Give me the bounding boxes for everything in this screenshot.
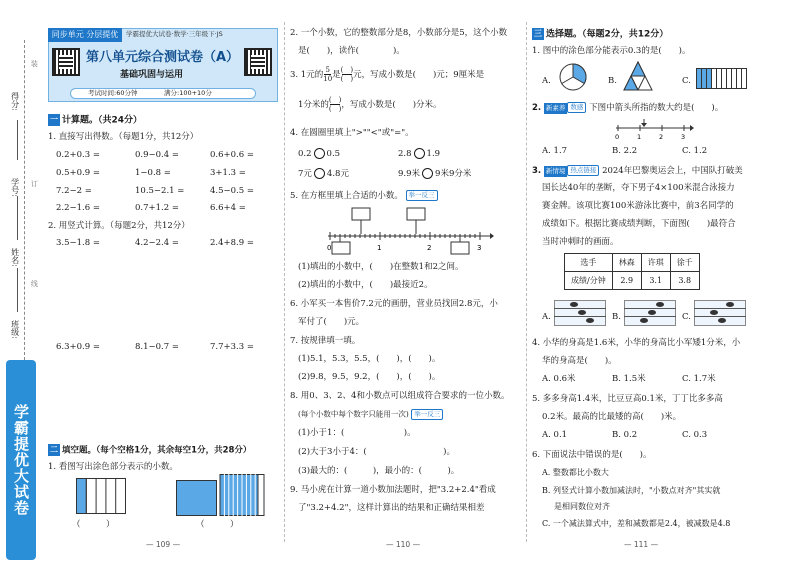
fill-q5-label: 5. 在方框里填上合适的小数。 举一反三 [290,190,438,201]
arrow-line-tick: 1 [637,133,642,140]
number-line-tick: 1 [377,244,382,252]
fill-q5-sub1: (1)填出的小数中，( )在整数1和2之间。 [298,262,464,272]
choice-option[interactable]: B. 1.5米 [612,374,646,384]
choice-q3-line2: 国长达40年的垄断，夺下男子4×100米混合泳接力 [542,183,735,193]
vertical-calc-item: 7.7+3.3 = [210,342,254,352]
calc-item: 10.5−2.1 = [135,186,185,196]
compare-item: 9.9米 9米9分米 [398,169,472,179]
series-tag: 同步单元 分层提优 [48,28,122,42]
fill-q9-line2: 了"3.2+4.2"，这样计算出的结果和正确结果相差 [298,503,485,513]
choice-option-cont: 是相同数位对齐 [554,502,610,511]
fill-q8-sub3: (3)最大的：( )，最小的：( )。 [298,466,460,476]
choice-option[interactable]: C. 0.3 [682,430,708,440]
exam-time: 考试时间:60分钟 [88,89,138,97]
choice-option[interactable]: C. 1.7米 [682,374,716,384]
fill-q3-line1: 3. 1元的 $\frac{5}{10}$ 是 $\frac{( )}{( )}$ 元，写成小数是( )元；9厘米是 [290,66,485,83]
race-picture-a [554,300,606,326]
calc-item: 0.9−0.4 = [135,150,179,160]
section-2-heading: 二 填空题。（每个空格1分，其余每空1分，共28分） [50,445,252,456]
calc-item: 4.5−0.5 = [210,186,254,196]
choice-option[interactable]: B. [608,76,617,86]
race-picture-c [694,300,746,326]
page-subtitle: 基础巩固与运用 [120,70,184,80]
choice-option[interactable]: A. [542,312,551,322]
fill-q2-line2: 是( )，读作( )。 [298,46,405,56]
choice-option[interactable]: B. [612,312,621,322]
calc-item: 0.5+0.9 = [56,168,100,178]
fill-q8-line2: (每个小数中每个数字只能用一次) 举一反三 [298,409,443,420]
choice-q4-line2: 华的身高是( )。 [542,356,617,366]
number-line-tick: 3 [477,244,482,252]
calc-item: 7.2−2 = [56,186,92,196]
choice-q3-line5: 当时冲刺时的画面。 [542,237,619,247]
choice-option[interactable]: C. [682,312,691,322]
section-3-heading: 三 选择题。（每题2分，共12分） [534,29,669,40]
choice-q3-line1: 3. 新情境 热点链接 2024年巴黎奥运会上，中国队打破美 [532,166,743,176]
calc-q2-label: 2. 用竖式计算。（每题2分，共12分） [48,221,190,231]
triangle-figure [622,60,654,92]
choice-option[interactable]: A. [542,76,551,86]
answer-blank[interactable]: （ ） [72,520,115,530]
shaded-grid-figure [176,474,266,516]
series-label: 学霸提优大试卷·数学·三年级下·JS [126,30,223,38]
choice-q3-line3: 赛金牌。该项比赛100米游泳比赛中，前3名同学的 [542,201,734,211]
qr-code-right [244,48,272,76]
compare-circle[interactable] [314,148,325,159]
compare-item: 2.8 1.9 [398,149,441,159]
qr-code-left [52,48,80,76]
table-cell: 2.9 [612,272,641,290]
fill-q8-line1: 8. 用0、3、2、4和小数点可以组成符合要求的一位小数。 [290,391,510,401]
choice-q1-label: 1. 图中的涂色部分能表示0.3的是( )。 [532,46,691,56]
calc-q1-label: 1. 直接写出得数。（每题1分，共12分） [48,132,199,142]
cut-mark-2: 订 [30,180,39,187]
table-header: 林森 [612,254,641,272]
choice-option[interactable]: A. 1.7 [542,146,568,156]
name-label: 姓名: [10,248,20,267]
compare-circle[interactable] [414,148,425,159]
score-label: 得分: [10,92,20,111]
choice-option[interactable]: C. [682,76,691,86]
vertical-calc-item: 4.2−2.4 = [135,238,179,248]
calc-item: 1−0.8 = [135,168,171,178]
fill-q7-sub2: (2)9.8，9.5，9.2，( )，( )。 [298,372,441,382]
table-header: 选手 [565,254,613,272]
table-row [565,272,700,290]
number-line-tick: 0 [327,244,332,252]
choice-option[interactable]: C. 一个减法算式中，差和减数都是2.4，被减数是4.8 [542,519,731,528]
table-header: 徐千 [670,254,699,272]
vertical-calc-item: 8.1−0.7 = [135,342,179,352]
table-row [565,254,700,272]
calc-item: 2.2−1.6 = [56,203,100,213]
arrow-line-tick: 3 [681,133,686,140]
page-number: — 109 — [146,540,181,549]
id-label: 学号: [10,178,20,197]
compare-item: 0.2 0.5 [298,149,341,159]
choice-option[interactable]: C. 1.2 [682,146,708,156]
fill-q4-label: 4. 在圆圈里填上">""<"或"="。 [290,128,414,138]
table-cell: 3.1 [641,272,670,290]
choice-q6-label: 6. 下面说法中错误的是( )。 [532,450,652,460]
fill-q2-line1: 2. 一个小数，它的整数部分是8，小数部分是5，这个小数 [290,28,508,38]
choice-option[interactable]: A. 整数都比小数大 [542,468,609,477]
answer-blank[interactable]: （ ） [196,520,239,530]
column-divider [284,22,285,542]
compare-item: 7元 4.8元 [298,169,349,179]
fill-q7-label: 7. 按规律填一填。 [290,336,361,346]
vertical-calc-item: 3.5−1.8 = [56,238,100,248]
calc-item: 0.7+1.2 = [135,203,179,213]
shaded-strip-figure [76,478,126,514]
choice-option[interactable]: B. 2.2 [612,146,638,156]
fill-q3-line2: 1分米的 $\frac{( )}{( )}$ ，写成小数是( )分米。 [298,96,442,113]
fill-q6-line2: 军付了( )元。 [298,317,365,327]
class-label: 班级: [10,320,20,339]
compare-circle[interactable] [314,168,325,179]
calc-item: 6.6+4 = [210,203,246,213]
calc-item: 3+1.3 = [210,168,246,178]
choice-option[interactable]: B. 0.2 [612,430,638,440]
fill-q5-sub2: (2)填出的小数中，( )最接近2。 [298,280,433,290]
bar-figure [696,68,748,90]
cut-mark-1: 装 [30,60,39,67]
choice-q5-line2: 0.2米。最高的比最矮的高( )米。 [542,412,682,422]
fill-q6-line1: 6. 小军买一本售价7.2元的画册，营业员找回2.8元，小 [290,299,498,309]
vertical-calc-item: 2.4+8.9 = [210,238,254,248]
arrow-line-tick: 0 [615,133,620,140]
cut-mark-3: 线 [30,280,39,287]
arrow-number-line [612,118,694,140]
table-cell: 成绩/分钟 [565,272,613,290]
binding-margin [0,0,44,566]
table-cell: 3.8 [670,272,699,290]
choice-q4-line1: 4. 小华的身高是1.6米，小华的身高比小军矮1分米，小 [532,338,741,348]
calc-item: 0.6+0.6 = [210,150,254,160]
choice-option[interactable]: B. 列竖式计算小数加减法时，"小数点对齐"其实就 [542,486,721,495]
number-line-tick: 2 [427,244,432,252]
page-number: — 111 — [624,540,659,549]
choice-q2-label: 2. 新素养 数感 下图中箭头所指的数大约是( )。 [532,103,724,113]
choice-q3-line4: 成绩如下。根据比赛成绩判断，下面图( )最符合 [542,219,736,229]
fill-q8-sub1: (1)小于1：( )。 [298,428,416,438]
number-line-figure [322,206,494,256]
section-1-heading: 一 计算题。（共24分） [50,115,143,126]
fill-q8-sub2: (2)大于3小于4：( )。 [298,447,455,457]
page-title: 第八单元综合测试卷（A） [86,50,240,65]
column-divider [526,22,527,542]
page-number: — 110 — [386,540,421,549]
fill-q9-line1: 9. 马小虎在计算一道小数加法题时，把"3.2+2.4"看成 [290,485,496,495]
choice-q5-line1: 5. 多多身高1.4米，比豆豆高0.1米，丁丁比多多高 [532,394,723,404]
arrow-line-tick: 2 [659,133,664,140]
exam-score: 满分:100+10分 [164,89,212,97]
choice-option[interactable]: A. 0.1 [542,430,568,440]
race-picture-b [624,300,676,326]
choice-option[interactable]: A. 0.6米 [542,374,576,384]
pie-figure [558,62,588,92]
table-header: 许琪 [641,254,670,272]
fill-q1-label: 1. 看图写出涂色部分表示的小数。 [48,462,178,472]
results-table [564,253,700,290]
brand-bar: 学霸提优大试卷 [6,360,36,560]
compare-circle[interactable] [422,168,433,179]
vertical-calc-item: 6.3+0.9 = [56,342,100,352]
calc-item: 0.2+0.3 = [56,150,100,160]
fill-q7-sub1: (1)5.1，5.3，5.5，( )，( )。 [298,354,441,364]
